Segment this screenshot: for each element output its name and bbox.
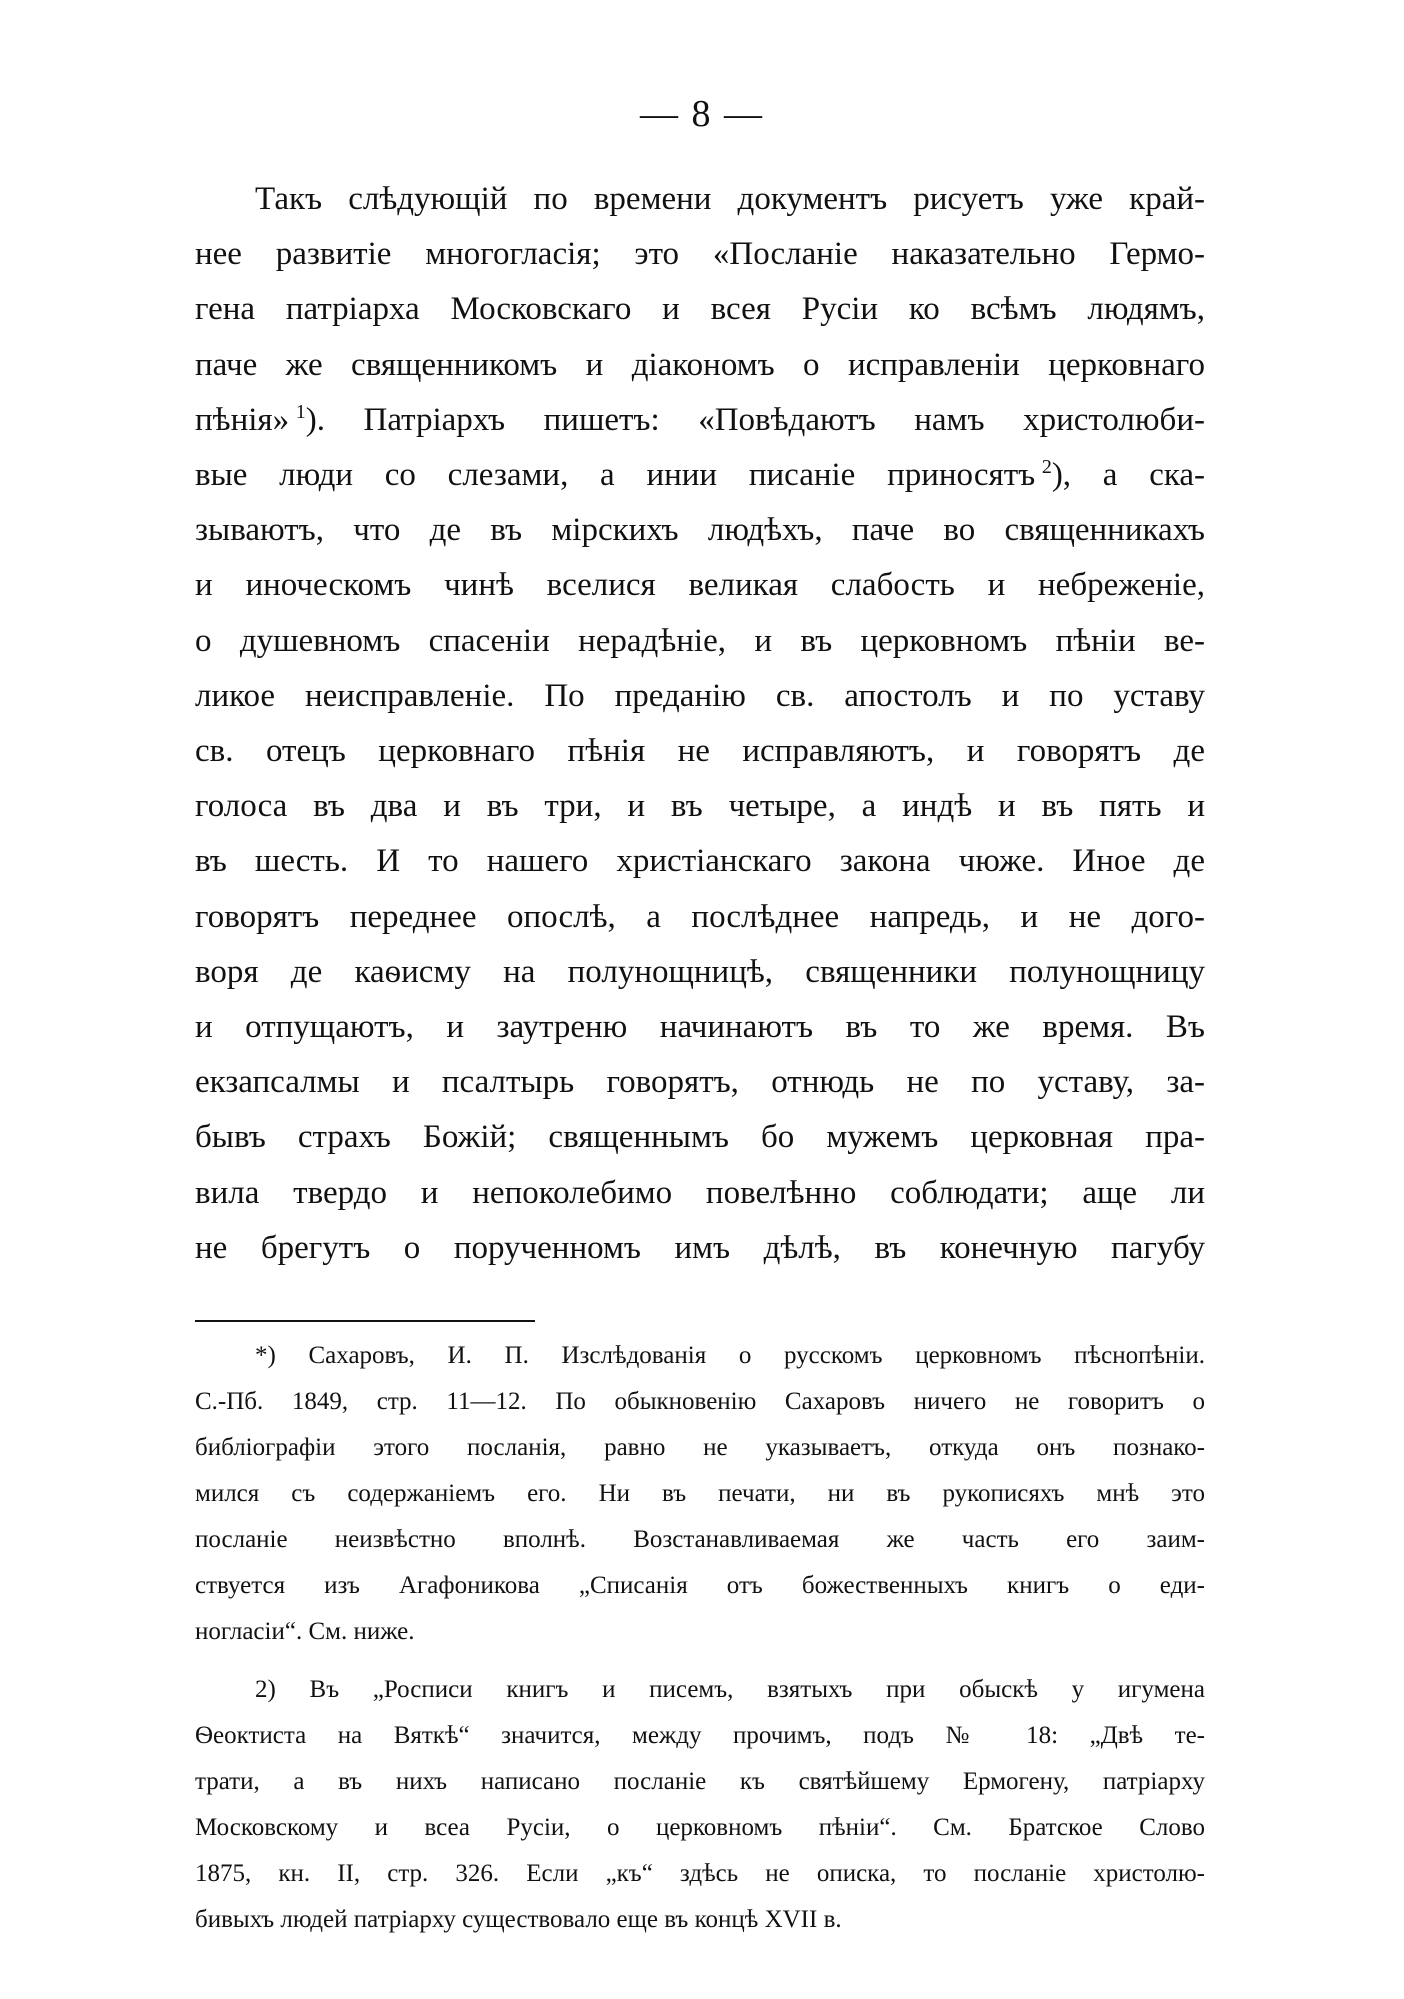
footnote-1 (195, 1333, 1205, 1655)
text-line: не брегутъ о порученномъ имъ дѣлѣ, въ конечную пагубу (195, 1229, 1205, 1266)
text-line: нее развитіе многогласія; это «Посланіе наказательно Гермо- (195, 236, 1205, 273)
footnote-line: Московскому и всеа Русіи, о церковномъ пѣніи“. См. Братское Слово (195, 1814, 1205, 1841)
text-segment: ). Патріархъ пишетъ: «Повѣдаютъ намъ христолюби- (305, 401, 1205, 438)
footnote-text: Въ „Росписи книгъ и писемъ, взятыхъ при обыскѣ у игумена (309, 1676, 1205, 1703)
text-line: говорятъ переднее опослѣ, а послѣднее напредь, и не дого- (195, 898, 1205, 935)
text-line: въ шесть. И то нашего христіанскаго закона чюже. Иное де (195, 843, 1205, 880)
footnote-marker: *) (255, 1342, 276, 1369)
footnote-line: ствуется изъ Агафоникова „Списанія отъ божественныхъ книгъ о еди- (195, 1572, 1205, 1599)
text-line: паче же священникомъ и діакономъ о исправленіи церковнаго (195, 346, 1205, 383)
main-text (195, 172, 1205, 1276)
footnote-line: 1875, кн. II, стр. 326. Если „къ“ здѣсь не описка, то посланіе христолю- (195, 1860, 1205, 1887)
footnote-text: Сахаровъ, И. П. Изслѣдованія о русскомъ церковномъ пѣснопѣніи. (308, 1342, 1205, 1369)
text-line: воря де каѳисму на полунощницѣ, священники полунощницу (195, 953, 1205, 990)
text-line: и иноческомъ чинѣ вселися великая слабость и небреженіе, (195, 567, 1205, 604)
footnote-line: ногласіи“. См. ниже. (195, 1618, 415, 1645)
footnote-line: Ѳеоктиста на Вяткѣ“ значится, между прочимъ, подъ № 18: „Двѣ те- (195, 1722, 1205, 1749)
page-number: — 8 — (640, 93, 764, 135)
text-line: вила твердо и непоколебимо повелѣнно соблюдати; аще ли (195, 1174, 1205, 1211)
text-line: и отпущаютъ, и заутреню начинаютъ въ то же время. Въ (195, 1009, 1205, 1046)
footnote-2 (195, 1667, 1205, 1943)
footnote-line: библіографіи этого посланія, равно не указываетъ, откуда онъ познако- (195, 1434, 1205, 1461)
footnote-line: мился съ содержаніемъ его. Ни въ печати, ни въ рукописяхъ мнѣ это (195, 1480, 1205, 1507)
text-line: гена патріарха Московскаго и всея Русіи ко всѣмъ людямъ, (195, 291, 1205, 328)
text-line: зываютъ, что де въ мірскихъ людѣхъ, паче во священникахъ (195, 512, 1205, 549)
text-segment: ), а ска- (1051, 457, 1206, 494)
text-line: Такъ слѣдующій по времени документъ рисуетъ уже край- (255, 181, 1205, 217)
footnotes (195, 1333, 1205, 1955)
footnote-line (195, 1667, 1205, 1713)
text-line: бывъ страхъ Божій; священнымъ бо мужемъ церковная пра- (195, 1119, 1205, 1156)
footnote-ref-1: 1 (295, 400, 306, 423)
text-segment: пѣнія» (195, 401, 290, 438)
text-line: ликое неисправленіе. По преданію св. апостолъ и по уставу (195, 677, 1205, 714)
footnote-ref-2: 2 (1041, 456, 1052, 479)
text-line: екзапсалмы и псалтырь говорятъ, отнюдь не по уставу, за- (195, 1064, 1205, 1101)
footnote-separator (195, 1320, 535, 1322)
text-line: о душевномъ спасеніи нерадѣніе, и въ церковномъ пѣніи ве- (195, 622, 1205, 659)
footnote-line: С.-Пб. 1849, стр. 11—12. По обыкновенію Сахаровъ ничего не говоритъ о (195, 1388, 1205, 1415)
text-segment: вые люди со слезами, а инии писаніе приносятъ (195, 457, 1036, 494)
footnote-line (195, 1333, 1205, 1379)
text-line (195, 393, 1205, 448)
text-line (195, 448, 1205, 503)
footnote-line: трати, а въ нихъ написано посланіе къ святѣйшему Ермогену, патріарху (195, 1768, 1205, 1795)
footnote-marker: 2) (255, 1676, 276, 1703)
text-line: голоса въ два и въ три, и въ четыре, а индѣ и въ пять и (195, 788, 1205, 825)
footnote-line: посланіе неизвѣстно вполнѣ. Возстанавливаемая же часть его заим- (195, 1526, 1205, 1553)
footnote-line: бивыхъ людей патріарху существовало еще въ концѣ XVII в. (195, 1906, 842, 1933)
text-line: св. отецъ церковнаго пѣнія не исправляютъ, и говорятъ де (195, 733, 1205, 770)
